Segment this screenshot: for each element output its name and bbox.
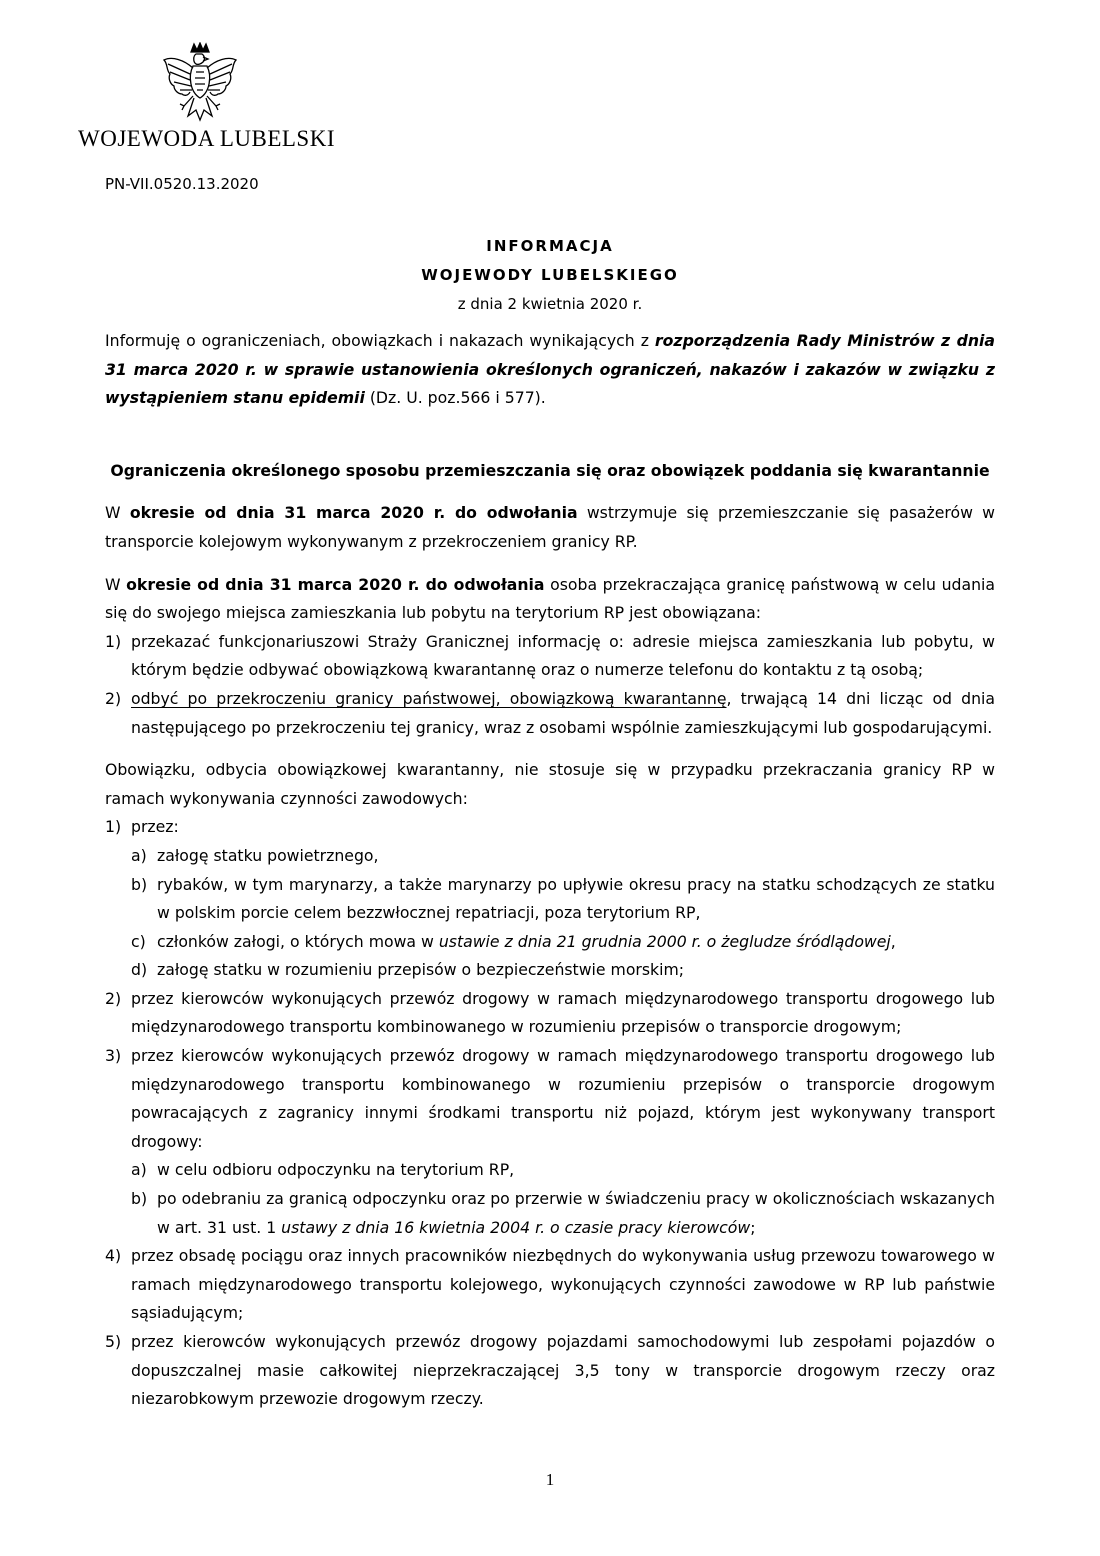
border-crossing-paragraph [105, 571, 995, 628]
title-line-2: WOJEWODY LUBELSKIEGO [421, 266, 679, 284]
subitem-text [157, 1185, 995, 1242]
subitem-text-lead: po odebraniu za granicą odpoczynku oraz po przerwie w świadczeniu pracy w okolicznościach wskazanych w art. 31 ust. 1 [157, 1189, 995, 1237]
page-number: 1 [545, 1470, 555, 1489]
item-number: 2) [105, 988, 122, 1008]
item-text: przekazać funkcjonariuszowi Straży Granicznej informację o: adresie miejsca zamieszkania lub pobytu, w którym będzie odbywać obowiązkową kwarantannę oraz o numerze telefonu do kontaktu z tą osobą; [131, 631, 995, 680]
exception-item [105, 1328, 995, 1414]
rail-transport-paragraph [105, 499, 995, 556]
item-text [131, 685, 995, 742]
item-text-rest: , trwającą 14 dni licząc od dnia następującego po przekroczeniu tej granicy, wraz z osobami wspólnie zamieszkującymi lub gospodarującymi. [131, 688, 995, 737]
item-text: przez kierowców wykonujących przewóz drogowy pojazdami samochodowymi lub zespołami pojazdów o dopuszczalnej masie całkowitej nieprzekraczającej 3,5 tony w transporcie drogowym rzeczy oraz niezarobkowym przewozie drogowym rzeczy. [131, 1332, 995, 1409]
subitem-text-lead: członków załogi, o których mowa w [157, 931, 439, 951]
item-number: 1) [105, 631, 122, 651]
quarantine-obligation: odbyć po przekroczeniu granicy państwowej, obowiązkową kwarantannę [131, 688, 727, 708]
para1-text: wstrzymuje się przemieszczanie się pasażerów w transporcie kolejowym wykonywanym z przekroczeniem granicy RP. [105, 503, 996, 551]
para2-lead: W [105, 574, 127, 594]
item-text: przez obsadę pociągu oraz innych pracowników niezbędnych do wykonywania usług przewozu towarowego w ramach międzynarodowego transportu kolejowego, wykonujących czynności zawodowe w RP lub państwie sąsiadującym; [131, 1246, 995, 1323]
obligation-item [105, 628, 995, 685]
item-number: 3) [105, 1046, 122, 1066]
exception-subitem [105, 956, 995, 985]
section-heading: Ograniczenia określonego sposobu przemieszczania się oraz obowiązek poddania się kwarantannie [110, 460, 990, 480]
document-title [105, 232, 995, 319]
intro-paragraph [105, 327, 995, 413]
exception-item [105, 985, 995, 1042]
title-line-1: INFORMACJA [486, 237, 614, 255]
subitem-text [157, 928, 995, 957]
subitem-text: rybaków, w tym marynarzy, a także marynarzy po upływie okresu pracy na statku schodzących ze statku w polskim porcie celem bezzwłocznej repatriacji, poza terytorium RP, [157, 874, 995, 923]
act-title: ustawie z dnia 21 grudnia 2000 r. o żegludze śródlądowej [438, 931, 891, 951]
subitem-letter: b) [131, 1189, 148, 1209]
exception-subitem [105, 871, 995, 928]
subitem-text: w celu odbioru odpoczynku na terytorium RP, [157, 1160, 515, 1180]
para2-text: osoba przekraczająca granicę państwową w celu udania się do swojego miejsca zamieszkania lub pobytu na terytorium RP jest obowiązana: [105, 574, 996, 623]
item-text: przez kierowców wykonujących przewóz drogowy w ramach międzynarodowego transportu drogowego lub międzynarodowego transportu kombinowanego w rozumieniu przepisów o transporcie drogowym powracających z zagranicy innymi środkami transportu niż pojazd, którym jest wykonywany transport drogowy: [131, 1046, 995, 1151]
obligation-item [105, 685, 995, 742]
subitem-letter: c) [131, 931, 146, 951]
subitem-letter: d) [131, 960, 148, 980]
subitem-text: załogę statku powietrznego, [157, 845, 379, 865]
exception-item [105, 813, 995, 842]
title-date: z dnia 2 kwietnia 2020 r. [457, 295, 643, 313]
item-number: 2) [105, 688, 122, 708]
item-number: 5) [105, 1332, 122, 1351]
document-body [105, 327, 995, 1414]
intro-citation: (Dz. U. poz.566 i 577). [364, 388, 546, 408]
exception-subitem [105, 1185, 995, 1242]
exception-subitem [105, 1156, 995, 1185]
exception-subitem [105, 928, 995, 957]
subitem-letter: a) [131, 1160, 147, 1180]
subitem-text-end: , [890, 931, 896, 951]
reference-number: PN-VII.0520.13.2020 [105, 175, 259, 193]
subitem-text: załogę statku w rozumieniu przepisów o bezpieczeństwie morskim; [157, 960, 685, 980]
regulation-title: rozporządzenia Rady Ministrów z dnia 31 marca 2020 r. w sprawie ustanowienia określonych ograniczeń, nakazów i zakazów w związku z wystąpieniem stanu epidemii [105, 331, 995, 408]
office-name: WOJEWODA LUBELSKI [78, 126, 335, 151]
item-text: przez: [131, 817, 179, 837]
para1-period: okresie od dnia 31 marca 2020 r. do odwołania [129, 503, 578, 523]
exception-item [105, 1042, 995, 1156]
exception-item [105, 1242, 995, 1328]
para1-lead: W [105, 503, 130, 523]
subitem-letter: b) [131, 874, 148, 894]
polish-eagle-emblem-icon [160, 42, 240, 132]
intro-text: Informuję o ograniczeniach, obowiązkach i nakazach wynikających z [105, 331, 655, 350]
subitem-text-end: ; [750, 1217, 756, 1237]
item-number: 4) [105, 1246, 122, 1266]
exceptions-paragraph: Obowiązku, odbycia obowiązkowej kwarantanny, nie stosuje się w przypadku przekraczania granicy RP w ramach wykonywania czynności zawodowych: [105, 760, 995, 808]
item-text: przez kierowców wykonujących przewóz drogowy w ramach międzynarodowego transportu drogowego lub międzynarodowego transportu kombinowanego w rozumieniu przepisów o transporcie drogowym; [131, 988, 995, 1037]
item-number: 1) [105, 817, 122, 837]
para2-period: okresie od dnia 31 marca 2020 r. do odwołania [126, 574, 545, 594]
act-title: ustawy z dnia 16 kwietnia 2004 r. o czasie pracy kierowców [281, 1217, 751, 1237]
subitem-letter: a) [131, 845, 147, 865]
exception-subitem [105, 842, 995, 871]
